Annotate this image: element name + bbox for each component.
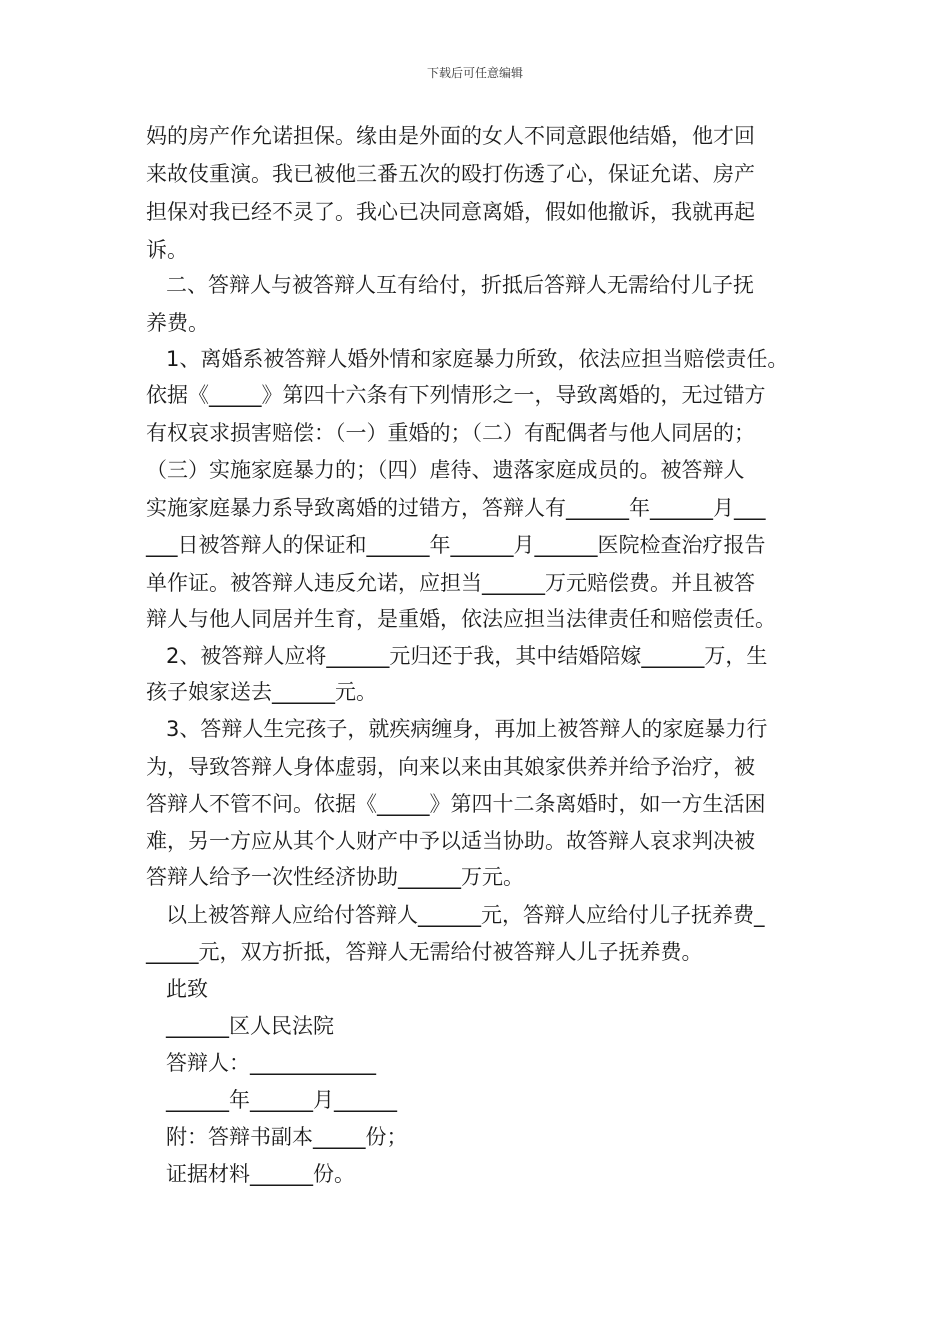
respondent-signature: 答辩人：____________ — [166, 1051, 376, 1075]
text-line: 诉。 — [146, 238, 188, 262]
text-line: 养费。 — [146, 311, 209, 335]
text-line: 来故伎重演。我已被他三番五次的殴打伤透了心，保证允诺、房产 — [146, 162, 755, 186]
section-heading-2: 二、答辩人与被答辩人互有给付，折抵后答辩人无需给付儿子抚 — [166, 273, 754, 297]
item-1-start: 1、离婚系被答辩人婚外情和家庭暴力所致，依法应担当赔偿责任。 — [166, 347, 789, 371]
text-line: 依据《_____》第四十六条有下列情形之一，导致离婚的，无过错方 — [146, 383, 766, 407]
court-name: ______区人民法院 — [166, 1014, 334, 1038]
text-line: 有权哀求损害赔偿：（一）重婚的；（二）有配偶者与他人同居的； — [146, 421, 755, 445]
text-line: 为，导致答辩人身体虚弱，向来以来由其娘家供养并给予治疗，被 — [146, 755, 755, 779]
text-line: 辩人与他人同居并生育，是重婚，依法应担当法律责任和赔偿责任。 — [146, 607, 776, 631]
summary-start: 以上被答辩人应给付答辩人______元，答辩人应给付儿子抚养费_ — [166, 903, 765, 927]
page-header: 下载后可任意编辑 — [426, 66, 523, 80]
attachment-copies: 附：答辩书副本_____份； — [166, 1125, 408, 1149]
text-line: 实施家庭暴力系导致离婚的过错方，答辩人有______年______月___ — [146, 496, 766, 520]
text-line: _____元，双方折抵，答辩人无需给付被答辩人儿子抚养费。 — [146, 940, 703, 964]
text-line: （三）实施家庭暴力的；（四）虐待、遗落家庭成员的。被答辩人 — [146, 458, 745, 482]
salutation: 此致 — [166, 977, 208, 1001]
text-line: 单作证。被答辩人违反允诺，应担当______万元赔偿费。并且被答 — [146, 571, 755, 595]
item-2-start: 2、被答辩人应将______元归还于我，其中结婚陪嫁______万，生 — [166, 644, 768, 668]
text-line: 孩子娘家送去______元。 — [146, 680, 377, 704]
text-line: 妈的房产作允诺担保。缘由是外面的女人不同意跟他结婚，他才回 — [146, 124, 755, 148]
text-line: ___日被答辩人的保证和______年______月______医院检查治疗报告 — [146, 533, 766, 557]
attachment-evidence: 证据材料______份。 — [166, 1162, 355, 1186]
text-line: 难，另一方应从其个人财产中予以适当协助。故答辩人哀求判决被 — [146, 829, 755, 853]
text-line: 答辩人不管不问。依据《_____》第四十二条离婚时，如一方生活困 — [146, 792, 766, 816]
text-line: 担保对我已经不灵了。我心已决同意离婚，假如他撤诉，我就再起 — [146, 200, 755, 224]
text-line: 答辩人给予一次性经济协助______万元。 — [146, 865, 524, 889]
item-3-start: 3、答辩人生完孩子，就疾病缠身，再加上被答辩人的家庭暴力行 — [166, 717, 768, 741]
signature-date: ______年______月______ — [166, 1088, 397, 1112]
